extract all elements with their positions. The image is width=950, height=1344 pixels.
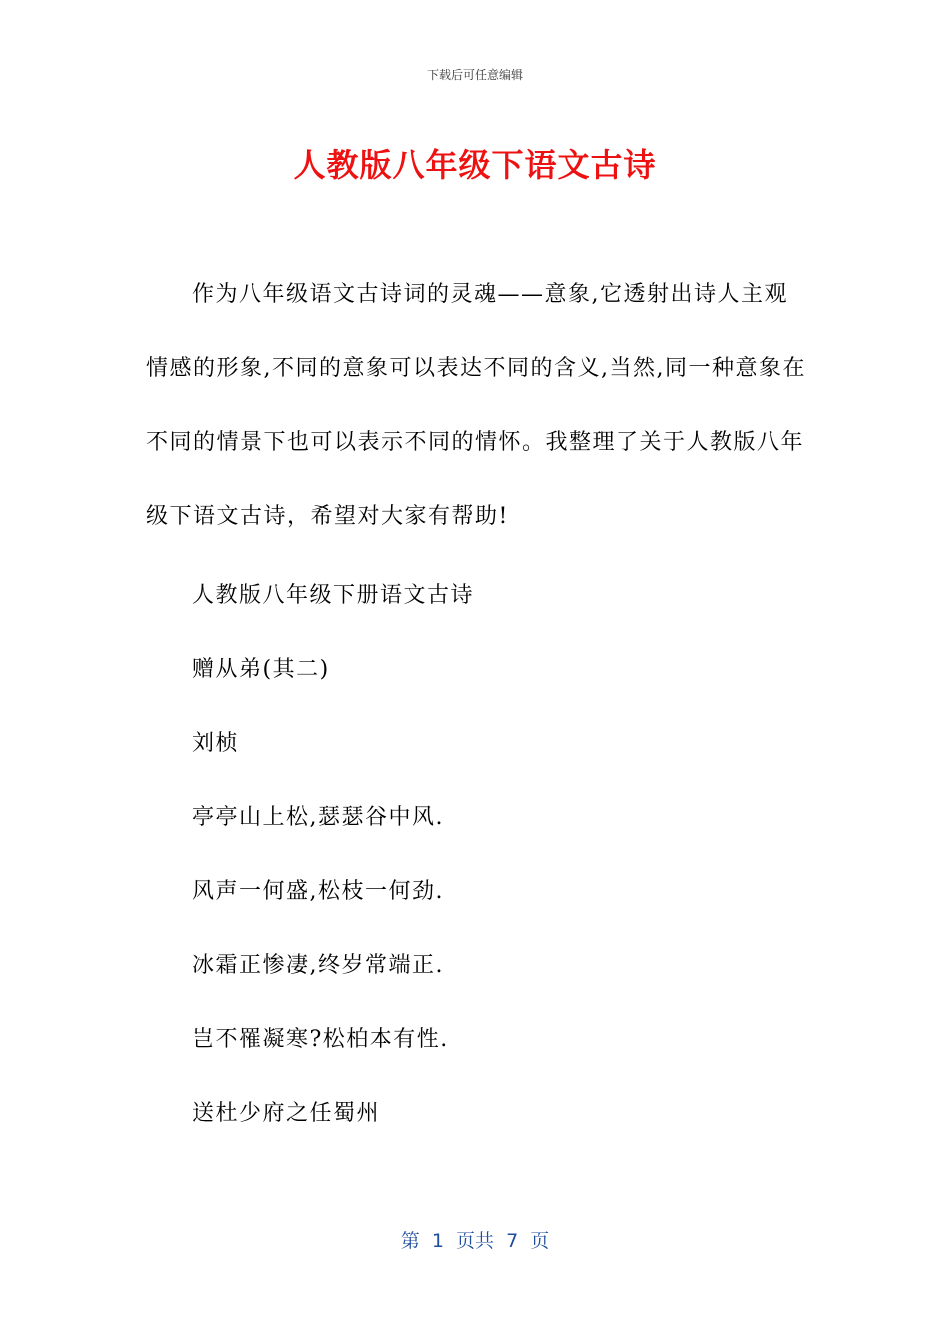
poem-title: 赠从弟(其二) — [192, 657, 330, 682]
header-note: 下载后可任意编辑 — [426, 68, 523, 82]
page-number-footer: 第 1 页共 7 页 — [400, 1230, 550, 1252]
poem-author: 刘桢 — [192, 731, 240, 756]
next-poem-title: 送杜少府之任蜀州 — [192, 1101, 381, 1126]
poem-section-heading: 人教版八年级下册语文古诗 — [192, 583, 475, 608]
poem-line: 岂不罹凝寒?松柏本有性. — [192, 1027, 449, 1052]
poem-line: 风声一何盛,松枝一何劲. — [192, 879, 444, 904]
document-title: 人教版八年级下语文古诗 — [293, 146, 657, 184]
poem-line: 亭亭山上松,瑟瑟谷中风. — [192, 805, 444, 830]
poem-line: 冰霜正惨凄,终岁常端正. — [192, 953, 444, 978]
intro-paragraph: 作为八年级语文古诗词的灵魂——意象,它透射出诗人主观情感的形象,不同的意象可以表达不同的含义,当然,同一种意象在不同的情景下也可以表示不同的情怀。我整理了关于人教版八年级下语文古诗，希望对大家有帮助! — [146, 282, 806, 529]
